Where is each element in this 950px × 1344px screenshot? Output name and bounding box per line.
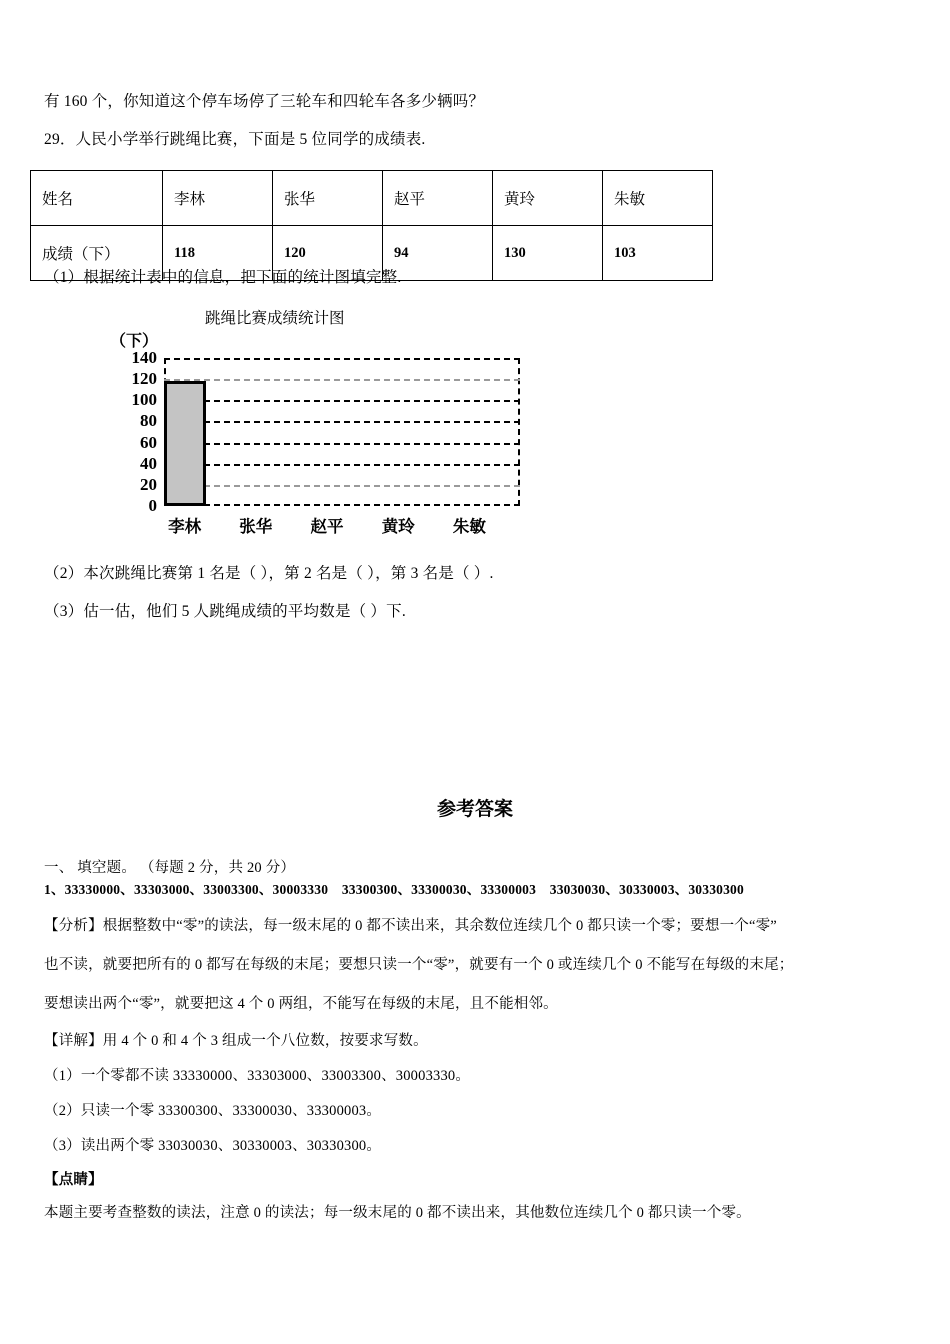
chart-y-tick: 100 — [131, 390, 157, 410]
chart-y-tick: 140 — [131, 348, 157, 367]
question-29-text: 29．人民小学举行跳绳比赛，下面是 5 位同学的成绩表. — [44, 131, 426, 148]
chart-y-tick: 20 — [140, 474, 157, 494]
table-cell-name-0: 李林 — [163, 171, 273, 226]
chart-y-tick: 120 — [131, 369, 157, 389]
chart-gridline — [164, 464, 520, 466]
table-cell-score-3: 130 — [493, 226, 603, 281]
chart-plot-area — [131, 348, 520, 536]
chart-gridline — [164, 400, 520, 402]
answer-detail-1: （1）一个零都不读 33330000、33303000、33003300、30003330。 — [44, 1068, 471, 1084]
score-table — [30, 170, 713, 281]
answer-tip-text: 本题主要考查整数的读法，注意 0 的读法；每一级末尾的 0 都不读出来，其他数位连续几个 0 都只读一个零。 — [44, 1205, 751, 1221]
sub-question-2-text: （2）本次跳绳比赛第 1 名是（ ），第 2 名是（ ），第 3 名是（ ）. — [44, 565, 494, 582]
chart-title: 跳绳比赛成绩统计图 — [205, 310, 345, 327]
answer-section-title: 一、 填空题。 （每题 2 分，共 20 分） — [44, 860, 296, 876]
chart-x-tick: 张华 — [239, 517, 273, 536]
chart-x-tick: 朱敏 — [452, 517, 486, 536]
chart-y-tick: 60 — [140, 432, 157, 452]
answer-detail-intro: 【详解】用 4 个 0 和 4 个 3 组成一个八位数，按要求写数。 — [44, 1033, 428, 1049]
answer-analysis-line-1: 【分析】根据整数中“零”的读法，每一级末尾的 0 都不读出来，其余数位连续几个 0 都只读一个零；要想一个“零” — [44, 918, 777, 934]
table-cell-score-2: 94 — [383, 226, 493, 281]
answer-tip-label: 【点睛】 — [44, 1172, 103, 1188]
chart-bar — [164, 381, 206, 506]
table-header-name: 姓名 — [31, 171, 163, 226]
table-cell-name-3: 黄玲 — [493, 171, 603, 226]
answer-analysis-line-2: 也不读，就要把所有的 0 都写在每级的末尾；要想只读一个“零”，就要有一个 0 或连续几个 0 不能写在每级的末尾； — [44, 957, 794, 973]
answer-section-heading: 参考答案 — [436, 799, 513, 820]
chart-x-tick: 赵平 — [310, 517, 344, 536]
chart-unit-label: （下） — [110, 333, 159, 350]
table-cell-name-4: 朱敏 — [603, 171, 713, 226]
table-cell-name-2: 赵平 — [383, 171, 493, 226]
sub-question-3-text: （3）估一估，他们 5 人跳绳成绩的平均数是（ ）下. — [44, 603, 406, 620]
chart-x-tick: 李林 — [168, 517, 202, 536]
chart-y-tick: 40 — [140, 453, 157, 473]
answer-detail-3: （3）读出两个零 33030030、30330003、30330300。 — [44, 1138, 382, 1154]
chart-top-border — [164, 358, 520, 360]
chart-x-axis — [164, 504, 520, 506]
chart-gridline — [164, 379, 520, 381]
answer-detail-2: （2）只读一个零 33300300、33300030、33300003。 — [44, 1103, 382, 1119]
table-row-names — [31, 171, 713, 226]
answer-item-1: 1、33330000、33303000、33003300、30003330 33300300、33300030、33300003 33030030、30330003、30330300 — [44, 882, 744, 897]
chart-gridline — [164, 443, 520, 445]
chart-y-tick: 0 — [148, 496, 157, 515]
chart-x-tick: 黄玲 — [381, 517, 415, 536]
sub-question-1-text: （1）根据统计表中的信息，把下面的统计图填完整. — [44, 269, 402, 286]
table-cell-score-1: 120 — [273, 226, 383, 281]
chart-gridline — [164, 485, 520, 487]
continued-question-text: 有 160 个，你知道这个停车场停了三轮车和四轮车各多少辆吗？ — [44, 93, 485, 110]
bar-chart — [60, 300, 580, 550]
answer-analysis-line-3: 要想读出两个“零”，就要把这 4 个 0 两组，不能写在每级的末尾，且不能相邻。 — [44, 996, 558, 1012]
table-cell-score-4: 103 — [603, 226, 713, 281]
table-header-score: 成绩（下） — [31, 226, 163, 281]
table-cell-score-0: 118 — [163, 226, 273, 281]
chart-y-tick: 80 — [140, 411, 157, 431]
chart-gridline — [164, 421, 520, 423]
table-cell-name-1: 张华 — [273, 171, 383, 226]
